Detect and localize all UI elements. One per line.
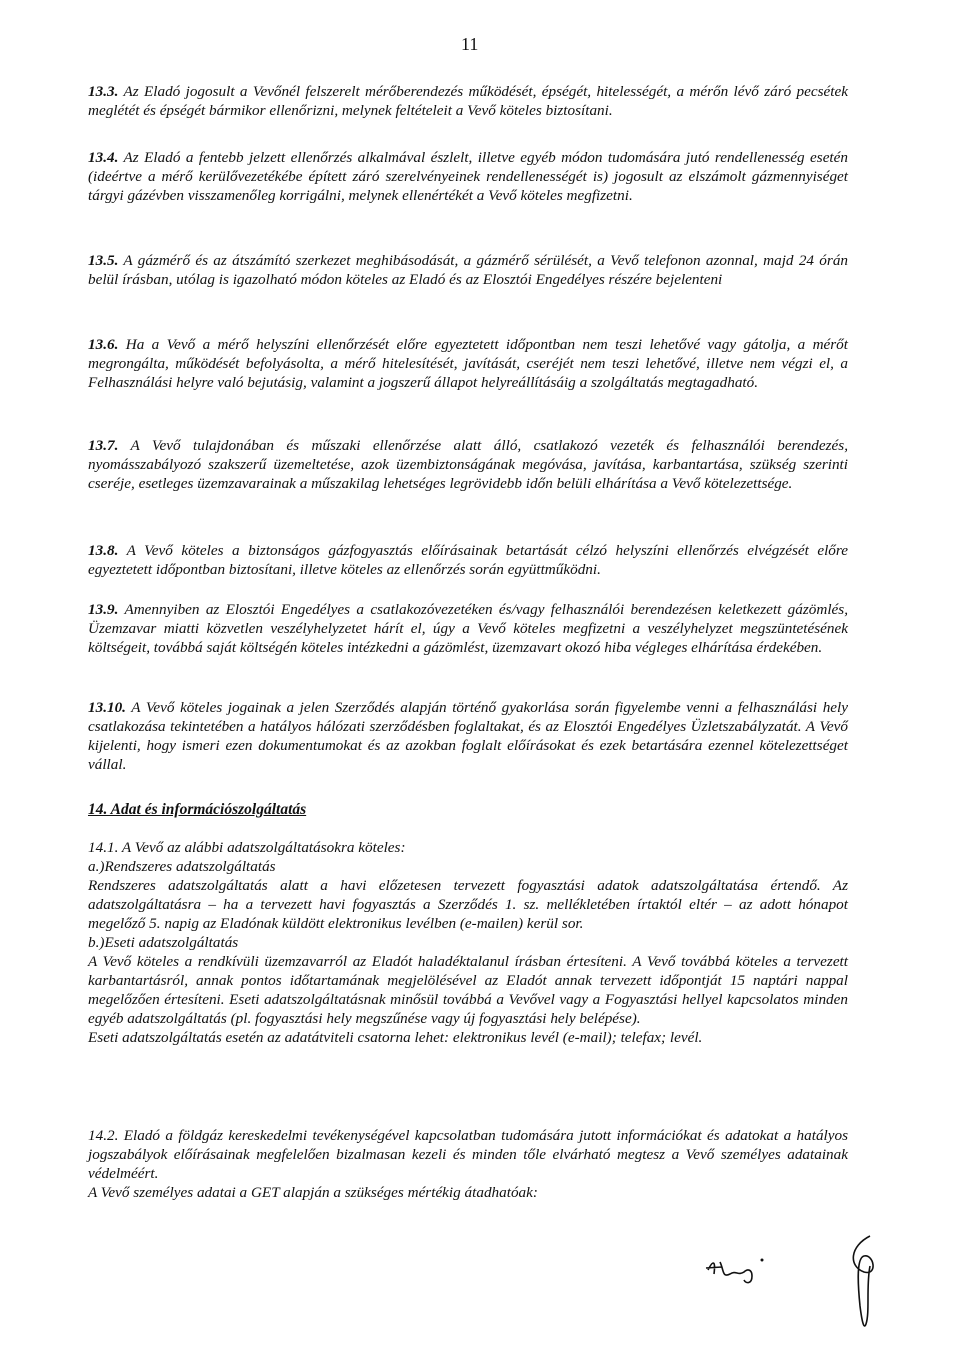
section14-line: A Vevő köteles a rendkívüli üzemzavarról az Eladót haladéktalanul írásban értesíteni. A Vevő továbbá köteles a tervezett karbantartásról, annak pontos időtartamának megjelölésével az Eladót annak tervezett időpontját 15 naptári nappal megelőzően értesíteni. Eseti adatszolgáltatásnak minősül továbbá a Vevővel vagy a Fogyasztási hellyel kapcsolatos minden egyéb adatszolgáltatás (pl. fogyasztási hely megszűnése vagy új fogyasztási hely belépése). [88,953,848,1027]
paragraph-number: 13.7. [88,437,119,454]
paragraph-number: 13.10. [88,699,126,716]
paragraph-number: 13.5. [88,252,119,269]
paragraph-text: Az Eladó jogosult a Vevőnél felszerelt mérőberendezés működését, épségét, hitelességét, a mérőn lévő záró pecsétek meglétét és épségét bármikor ellenőrizni, melynek feltételeit a Vevő köteles biztosítani. [88,83,848,119]
paragraph-text: A Vevő tulajdonában és műszaki ellenőrzése alatt álló, csatlakozó vezeték és felhasználói berendezés, nyomásszabályozó szakszerű üzemeltetése, azok üzembiztonságának megóvása, javítása, karbantartása, szükség szerinti cseréje, esetleges üzemzavarainak a műszakilag lehetséges legrövidebb időn belüli elhárítása a Vevő kötelezettsége. [88,437,848,492]
paragraph-text: Ha a Vevő a mérő helyszíni ellenőrzését előre egyeztetett időpontban nem teszi lehetővé vagy gátolja, a mérőt megrongálta, működését befolyásolta, a mérő hitelesítését, javítását, cseréjét nem teszi lehetővé, illetve nem végzi el, a Felhasználási helyre való bejutásig, valamint a jogszerű állapot helyreállításáig a szolgáltatás megtagadható. [88,336,848,391]
paragraph-13-9 [88,600,848,657]
paragraph-number: 13.3. [88,83,119,100]
paragraph-number: 13.8. [88,542,119,559]
paragraph-text: A Vevő köteles a biztonságos gázfogyasztás előírásainak betartását célzó helyszíni ellenőrzés elvégzését előre egyeztetett időpontban biztosítani, illetve köteles az ellenőrzés során együttműködni. [88,542,848,578]
paragraph-13-10 [88,698,848,774]
paragraph-number: 13.4. [88,149,119,166]
paragraph-13-7 [88,436,848,493]
section14-line: Rendszeres adatszolgáltatás alatt a havi előzetesen tervezett fogyasztási adatok adatszolgáltatása értendő. Az adatszolgáltatásra – ha a tervezett havi fogyasztás a Szerződés 1. sz. mellékletében írtaktól eltér – az adott hónapot megelőző 5. napig az Eladónak küldött elektronikus levélben (e-mailen) kerül sor. [88,877,848,932]
paragraph-14-2 [88,1126,848,1202]
paragraph-text: Az Eladó a fentebb jelzett ellenőrzés alkalmával észlelt, illetve egyéb módon tudomására jutó rendellenesség esetén (ideértve a mérő kerülővezetékébe épített záró szerelvényeinek rendellenességét is) jogosult az elszámolt gázmennyiséget tárgyi gázévben visszamenőleg korrigálni, melynek ellenértékét a Vevő köteles megfizetni. [88,149,848,204]
page-number: 11 [461,34,479,54]
paragraph-14-1 [88,838,848,1047]
section14-line: b.)Eseti adatszolgáltatás [88,934,239,951]
section14-line: 14.2. Eladó a földgáz kereskedelmi tevékenységével kapcsolatban tudomására jutott információkat és adatokat a hatályos jogszabályok előírásainak megfelelően bizalmasan kezeli és minden tőle elvárható megtesz a Vevő személyes adatainak védelméért. [88,1127,848,1182]
paragraph-13-6 [88,335,848,392]
initials-signature [700,1240,770,1290]
paragraph-text: A Vevő köteles jogainak a jelen Szerződés alapján történő gyakorlása során figyelembe venni a felhasználási hely csatlakozása tekintetében a hatályos hálózati szerződésben foglaltakat, és az Elosztói Engedélyes Üzletszabályzatát. A Vevő kijelenti, hogy ismeri ezen dokumentumokat és az azokban foglalt előírásokat és ezek betartására ezennel kötelezettséget vállal. [88,699,848,773]
paragraph-text: Amennyiben az Elosztói Engedélyes a csatlakozóvezetéken és/vagy felhasználói berendezésen keletkezett gázömlés, Üzemzavar miatti közvetlen veszélyhelyzetet hárít el, úgy a Vevő köteles megfizetni a veszélyhelyzet megszüntetésének költségeit, továbbá saját költségén köteles intézkedni a gázömlést, üzemzavart okozó hiba végleges elhárítása érdekében. [88,601,848,656]
section14-line: 14.1. A Vevő az alábbi adatszolgáltatásokra köteles: [88,839,406,856]
section14-line: Eseti adatszolgáltatás esetén az adatátviteli csatorna lehet: elektronikus levél (e-mail); telefax; levél. [88,1029,703,1046]
paragraph-13-3 [88,82,848,120]
section14-line: a.)Rendszeres adatszolgáltatás [88,858,276,875]
section14-line: A Vevő személyes adatai a GET alapján a szükséges mértékig átadhatóak: [88,1184,538,1201]
paragraph-13-5 [88,251,848,289]
paragraph-text: A gázmérő és az átszámító szerkezet meghibásodását, a gázmérő sérülését, a Vevő telefonon azonnal, majd 24 órán belül írásban, utólag is igazolható módon köteles az Eladó és az Elosztói Engedélyes részére bejelenteni [88,252,849,288]
paragraph-13-4 [88,148,848,205]
section-heading: 14. Adat és információszolgáltatás [88,801,307,818]
paragraph-number: 13.9. [88,601,119,618]
paragraph-13-8 [88,541,848,579]
paragraph-number: 13.6. [88,336,119,353]
signature [840,1226,890,1336]
